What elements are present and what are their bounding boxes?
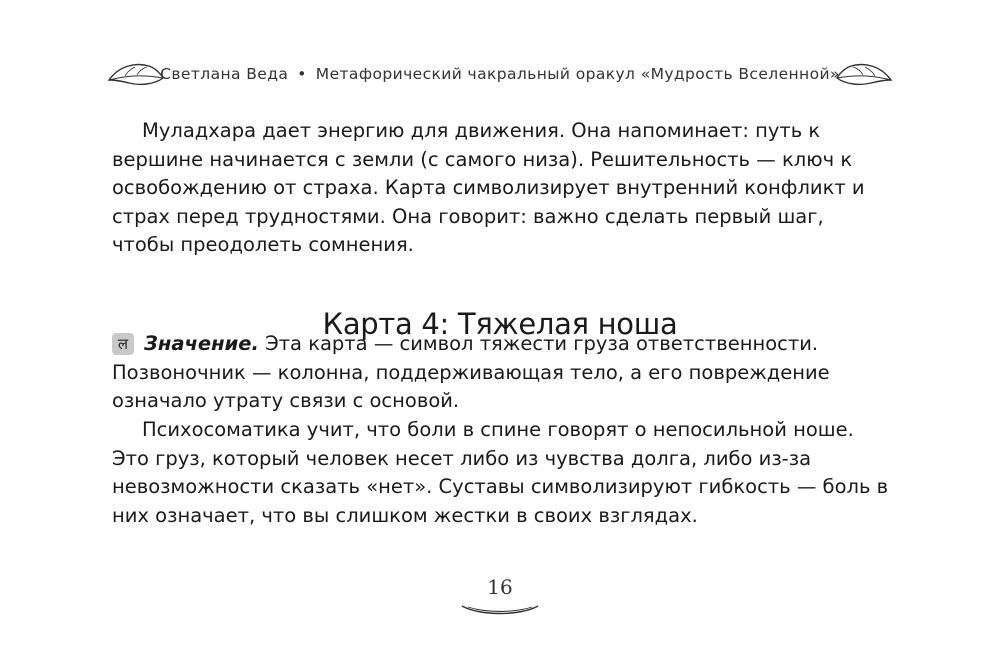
paragraph-2-block xyxy=(112,416,892,530)
chakra-symbol-icon: ल xyxy=(112,333,134,355)
intro-paragraph-block xyxy=(112,117,892,260)
meaning-block xyxy=(112,330,892,416)
paragraph-2: Психосоматика учит, что боли в спине говорят о непосильной ноше. Это груз, который человек несет либо из чувства долга, либо из-за невозможности сказать «нет». Суставы символизируют гибкость — боль в них означает, что вы слишком жестки в своих взглядах. xyxy=(112,418,889,527)
running-header-text xyxy=(100,65,900,83)
header-separator: • xyxy=(297,65,307,83)
header-author: Светлана Веда xyxy=(160,65,289,83)
meaning-label: Значение. xyxy=(144,332,259,355)
leaf-swash-icon xyxy=(460,600,540,620)
header-book-title: Метафорический чакральный оракул «Мудрость Вселенной» xyxy=(315,65,840,83)
page-number: 16 xyxy=(487,575,513,599)
intro-paragraph: Муладхара дает энергию для движения. Она напоминает: путь к вершине начинается с земли (с самого низа). Решительность — ключ к освобождению от страха. Карта символизирует внутренний конфликт и страх перед трудностями. Она говорит: важно сделать первый шаг, чтобы преодолеть сомнения. xyxy=(112,119,865,256)
leaf-icon xyxy=(833,58,895,88)
running-header xyxy=(100,58,900,92)
meaning-text: Эта карта — символ тяжести груза ответственности. Позвоночник — колонна, поддерживающая тело, а его повреждение означало утрату связи с основой. xyxy=(112,332,830,412)
section-heading: Карта 4: Тяжелая ноша xyxy=(322,307,678,342)
meaning-paragraph xyxy=(112,330,892,416)
